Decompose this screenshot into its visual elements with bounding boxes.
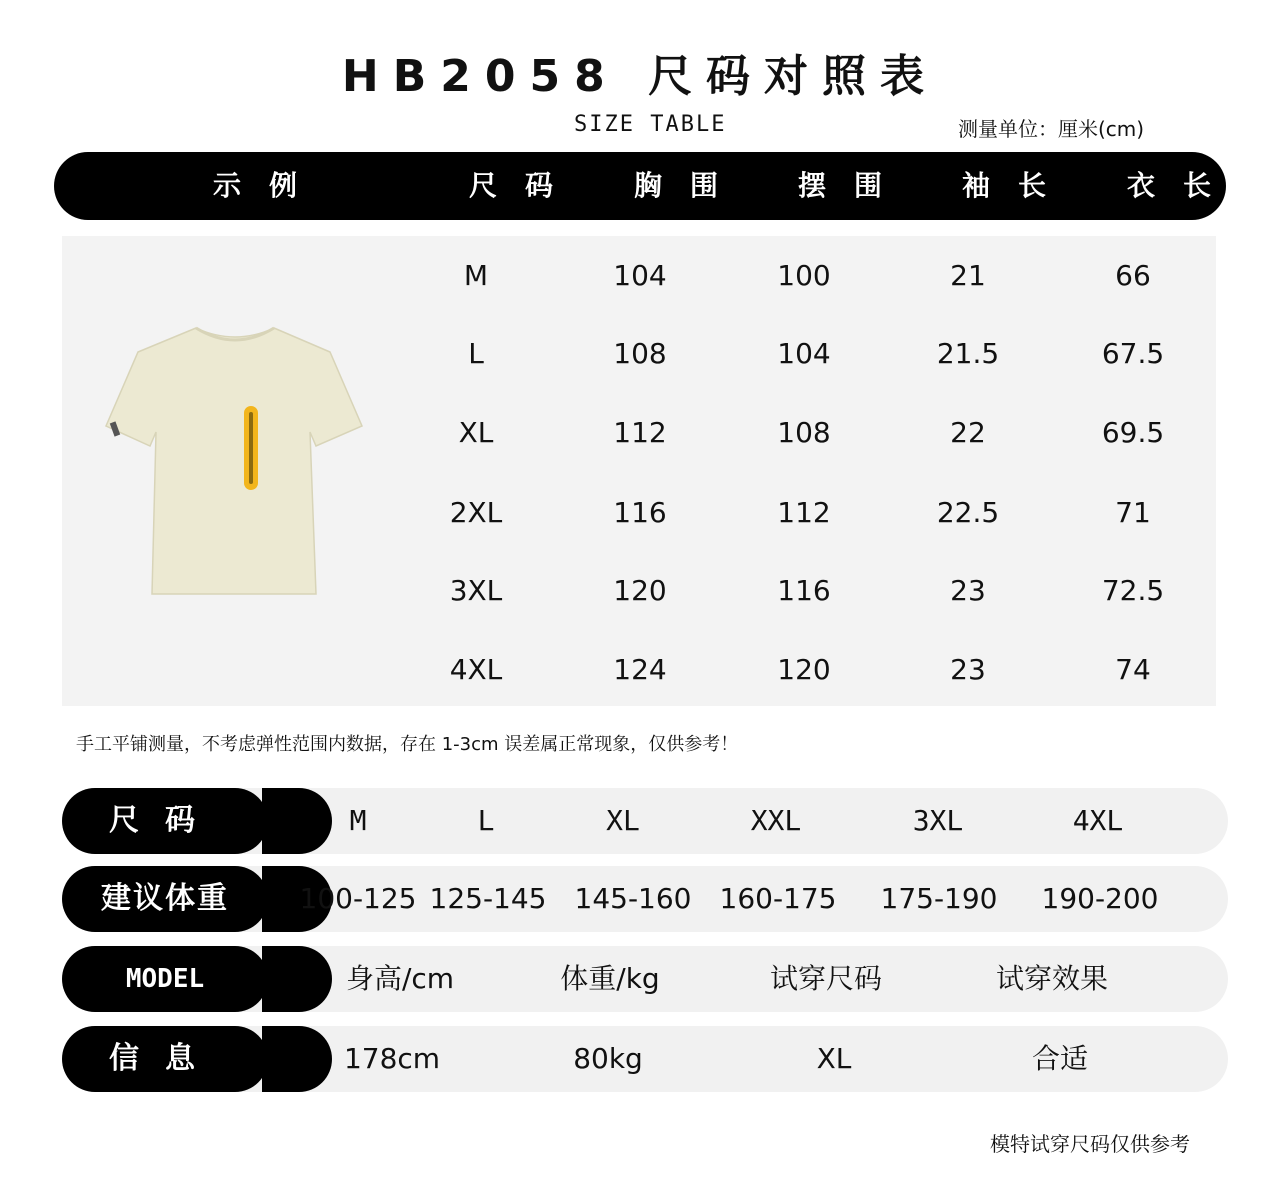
model-fit: 合适 <box>1031 1042 1088 1075</box>
recommend-weight: 145-160 <box>574 882 692 915</box>
table-cell-sleeve: 21 <box>950 259 986 292</box>
measurement-note: 手工平铺测量，不考虑弹性范围内数据，存在 1-3cm 误差属正常现象，仅供参考！ <box>76 734 739 755</box>
model-header: 身高/cm <box>345 962 455 995</box>
table-cell-hem: 120 <box>777 653 831 686</box>
table-cell-chest: 120 <box>613 574 667 607</box>
header-sleeve: 袖长 <box>961 169 1074 202</box>
model-header: 试穿效果 <box>995 962 1108 995</box>
table-header-bar <box>54 152 1239 220</box>
model-weight: 80kg <box>573 1042 643 1075</box>
row-label-model: MODEL <box>62 946 268 1012</box>
table-cell-length: 72.5 <box>1101 574 1165 607</box>
recommend-weight: 160-175 <box>719 882 837 915</box>
header-size: 尺码 <box>468 169 581 202</box>
recommend-weight: 100-125 <box>299 882 417 915</box>
table-cell-sleeve: 21.5 <box>936 337 1000 370</box>
recommend-size: 4XL <box>1072 804 1124 837</box>
subtitle: SIZE TABLE <box>574 112 727 137</box>
recommend-weight-row <box>62 866 1228 932</box>
row-label-weight: 建议体重 <box>62 866 268 932</box>
table-cell-size: L <box>468 337 484 370</box>
table-cell-sleeve: 23 <box>950 653 986 686</box>
model-size: XL <box>816 1042 852 1075</box>
unit-label: 测量单位：厘米(cm) <box>958 117 1145 141</box>
table-cell-length: 66 <box>1115 259 1151 292</box>
recommend-size-row <box>62 788 1228 854</box>
table-cell-size: M <box>463 259 489 292</box>
table-cell-chest: 112 <box>613 416 667 449</box>
table-cell-size: 3XL <box>449 574 503 607</box>
recommend-size: XXL <box>750 804 802 837</box>
header-hem: 摆围 <box>797 169 910 202</box>
table-cell-sleeve: 22 <box>950 416 986 449</box>
table-cell-hem: 100 <box>777 259 831 292</box>
table-cell-length: 74 <box>1115 653 1151 686</box>
table-cell-length: 67.5 <box>1101 337 1165 370</box>
model-info-row <box>62 1026 1228 1092</box>
header-length: 衣长 <box>1126 169 1239 202</box>
table-cell-hem: 108 <box>777 416 831 449</box>
table-cell-chest: 104 <box>613 259 667 292</box>
table-cell-hem: 112 <box>777 496 831 529</box>
table-cell-length: 71 <box>1115 496 1151 529</box>
table-cell-hem: 116 <box>777 574 831 607</box>
tshirt-image <box>104 322 366 598</box>
row-label-size: 尺码 <box>62 788 268 854</box>
table-cell-chest: 108 <box>613 337 667 370</box>
recommend-weight: 175-190 <box>880 882 998 915</box>
table-cell-size: XL <box>458 416 494 449</box>
table-cell-chest: 124 <box>613 653 667 686</box>
model-header-row <box>62 946 1228 1012</box>
recommend-weight: 190-200 <box>1041 882 1159 915</box>
row-label-info: 信息 <box>62 1026 268 1092</box>
header-example: 示例 <box>212 169 325 202</box>
page-title: HB2058 尺码对照表 <box>341 51 939 102</box>
table-cell-length: 69.5 <box>1101 416 1165 449</box>
model-header: 试穿尺码 <box>769 962 882 995</box>
footer-note: 模特试穿尺码仅供参考 <box>990 1132 1190 1156</box>
table-cell-chest: 116 <box>613 496 667 529</box>
table-cell-size: 2XL <box>449 496 503 529</box>
header-chest: 胸围 <box>633 169 746 202</box>
model-height: 178cm <box>343 1042 441 1075</box>
recommend-weight: 125-145 <box>429 882 547 915</box>
model-header: 体重/kg <box>560 962 660 995</box>
recommend-size: 3XL <box>912 804 964 837</box>
recommend-size: M <box>349 804 367 837</box>
recommend-size: XL <box>606 804 640 837</box>
table-cell-hem: 104 <box>777 337 831 370</box>
table-cell-sleeve: 23 <box>950 574 986 607</box>
table-cell-sleeve: 22.5 <box>936 496 1000 529</box>
recommend-size: L <box>477 804 495 837</box>
table-cell-size: 4XL <box>449 653 503 686</box>
